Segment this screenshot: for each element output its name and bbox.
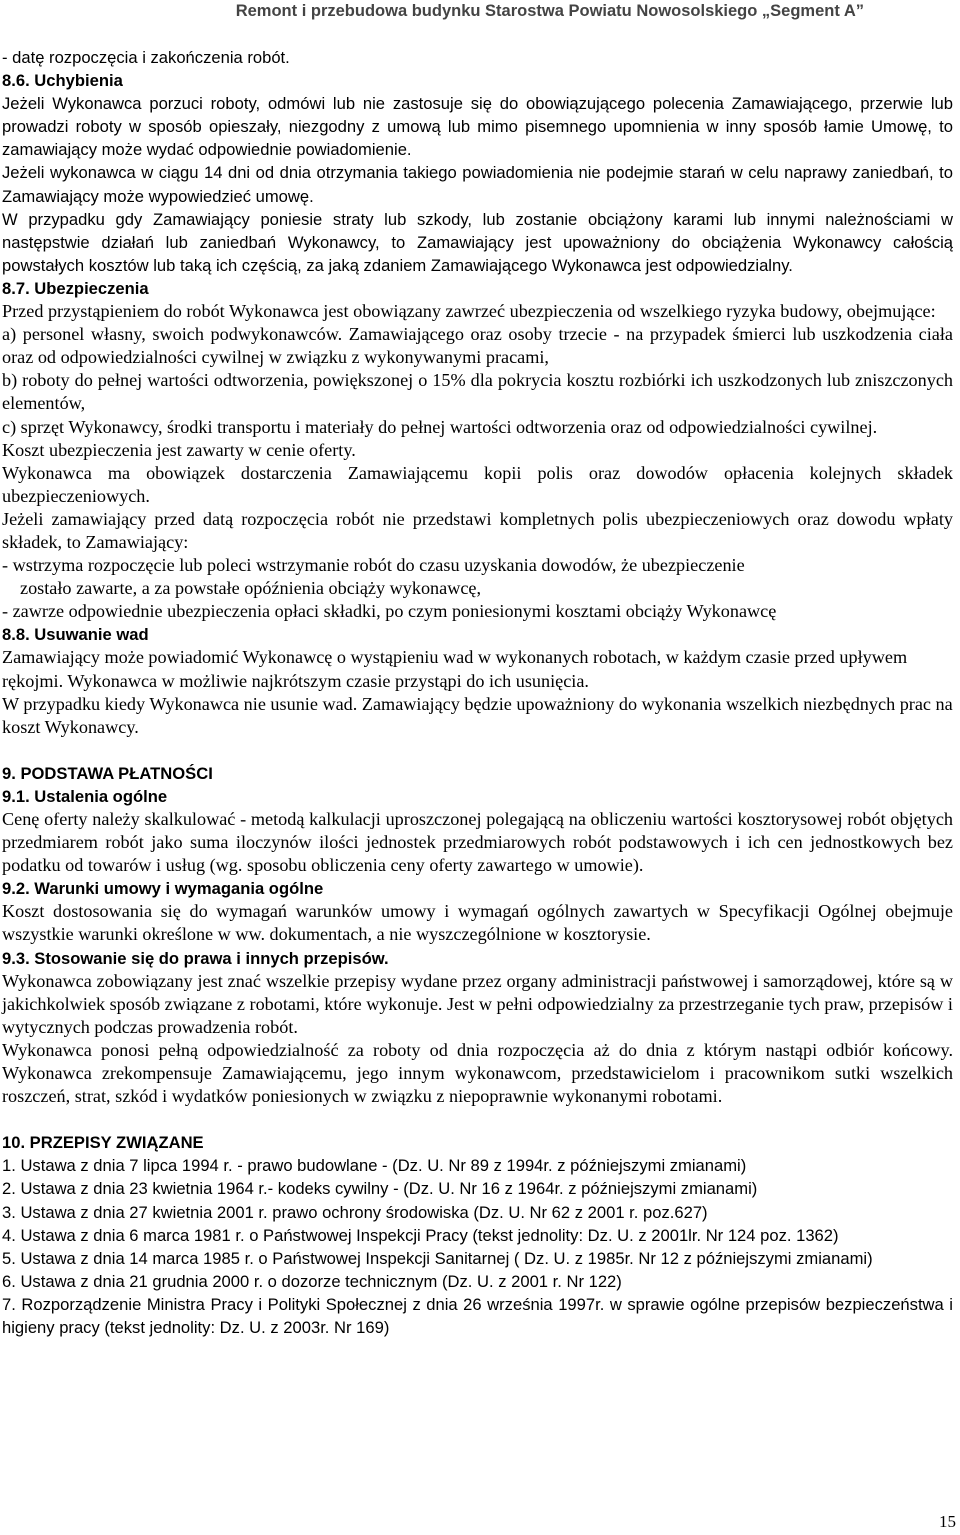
paragraph: Zamawiający może powiadomić Wykonawcę o wystąpieniu wad w wykonanych robotach, w każdym czasie przed upływem rękojmi. Wykonawca w możliwie najkrótszym czasie przystąpi do ich usunięcia. — [2, 647, 908, 691]
paragraph: Wykonawca ponosi pełną odpowiedzialność za roboty od dnia rozpoczęcia aż do dnia z którym nastąpi odbiór końcowy. Wykonawca zrekompensuje Zamawiającemu, jego innym wykonawcom, przedstawicielom i pracownikom sutki wszelkich roszczeń, strat, szkód i wydatków poniesionych w związku z niepoprawnie wykonanymi robotami. — [2, 1039, 953, 1107]
paragraph: Jeżeli wykonawca w ciągu 14 dni od dnia otrzymania takiego powiadomienia nie podejmie starań w celu naprawy zaniedbań, to Zamawiający może wypowiedzieć umowę. — [2, 163, 953, 206]
section-heading-9-3: 9.3. Stosowanie się do prawa i innych przepisów. — [2, 948, 389, 968]
list-item: 2. Ustawa z dnia 23 kwietnia 1964 r.- kodeks cywilny - (Dz. U. Nr 16 z 1964r. z późniejszymi zmianami) — [2, 1179, 758, 1199]
paragraph: Jeżeli zamawiający przed datą rozpoczęcia robót nie przedstawi kompletnych polis ubezpieczeniowych oraz dowodu wpłaty składek, to Zamawiający: — [2, 508, 953, 552]
paragraph: Jeżeli Wykonawca porzuci roboty, odmówi lub nie zastosuje się do obowiązującego polecenia Zamawiającego, przerwie lub prowadzi roboty w sposób opieszały, niezgodny z umową lub mimo pisemnego upomnienia w inny sposób łamie Umowę, to zamawiający może wydać odpowiednie powiadomienie. — [2, 94, 953, 160]
paragraph: Cenę oferty należy skalkulować - metodą kalkulacji uproszczonej polegającą na obliczeniu wartości kosztorysowej robót objętych przedmiarem robót jako suma iloczynów ilości jednostek przedmiarowych robót podstawowych i ich cen jednostkowych bez podatku od towarów i usług (wg. sposobu obliczenia ceny oferty zawartego w umowie). — [2, 809, 953, 876]
section-heading-8-7: 8.7. Ubezpieczenia — [2, 278, 149, 298]
list-item: 4. Ustawa z dnia 6 marca 1981 r. o Państwowej Inspekcji Pracy (tekst jednolity: Dz. U. z 2001lr. Nr 124 poz. 1362) — [2, 1225, 839, 1245]
list-item: 5. Ustawa z dnia 14 marca 1985 r. o Państwowej Inspekcji Sanitarnej ( Dz. U. z 1985r. Nr 12 z późniejszymi zmianami) — [2, 1248, 873, 1268]
page-number-text: 15 — [939, 1512, 956, 1531]
page-header-title: Remont i przebudowa budynku Starostwa Powiatu Nowosolskiego „Segment A” — [235, 2, 864, 20]
list-item: 7. Rozporządzenie Ministra Pracy i Polityki Społecznej z dnia 26 września 1997r. w sprawie ogólne przepisów bezpieczeństwa i higieny pracy (tekst jednolity: Dz. U. z 2003r. Nr 169) — [2, 1294, 953, 1337]
spacer — [2, 1108, 953, 1131]
paragraph: c) sprzęt Wykonawcy, środki transportu i materiały do pełnej wartości odtworzenia oraz od odpowiedzialności cywilnej. — [2, 416, 878, 437]
page-number — [939, 1512, 956, 1532]
paragraph: zostało zawarte, a za powstałe opóźnienia obciąży wykonawcę, — [20, 578, 482, 599]
list-item: 1. Ustawa z dnia 7 lipca 1994 r. - prawo budowlane - (Dz. U. Nr 89 z 1994r. z późniejszymi zmianami) — [2, 1156, 747, 1176]
chapter-heading-10: 10. PRZEPISY ZWIĄZANE — [2, 1133, 204, 1153]
paragraph: a) personel własny, swoich podwykonawców. Zamawiającego oraz osoby trzecie - na przypadek śmierci lub uszkodzenia ciała oraz od odpowiedzialności cywilnej w związku z wykonywanymi pracami, — [2, 324, 953, 368]
section-heading-8-8: 8.8. Usuwanie wad — [2, 625, 149, 645]
paragraph: Koszt ubezpieczenia jest zawarty w cenie oferty. — [2, 439, 356, 460]
paragraph: Wykonawca ma obowiązek dostarczenia Zamawiającemu kopii polis oraz dowodów opłacenia kolejnych składek ubezpieczeniowych. — [2, 462, 953, 506]
paragraph: - zawrze odpowiednie ubezpieczenia opłaci składki, po czym poniesionymi kosztami obciąży Wykonawcę — [2, 601, 777, 622]
section-heading-9-1: 9.1. Ustalenia ogólne — [2, 786, 168, 806]
paragraph: b) roboty do pełnej wartości odtworzenia, powiększonej o 15% dla pokrycia kosztu rozbiórki ich uszkodzonych lub zniszczonych elementów, — [2, 370, 953, 414]
spacer — [2, 739, 953, 762]
list-item: 3. Ustawa z dnia 27 kwietnia 2001 r. prawo ochrony środowiska (Dz. U. Nr 62 z 2001 r. poz.627) — [2, 1202, 708, 1222]
section-heading-8-6: 8.6. Uchybienia — [2, 71, 123, 91]
paragraph: - wstrzyma rozpoczęcie lub poleci wstrzymanie robót do czasu uzyskania dowodów, że ubezpieczenie — [2, 555, 745, 576]
paragraph: Przed przystąpieniem do robót Wykonawca jest obowiązany zawrzeć ubezpieczenia od wszelkiego ryzyka budowy, obejmujące: — [2, 301, 936, 322]
paragraph: Koszt dostosowania się do wymagań warunków umowy i wymagań ogólnych zawartych w Specyfikacji Ogólnej obejmuje wszystkie warunki określone w ww. dokumentach, a nie wyszczególnione w kosztorysie. — [2, 901, 953, 945]
paragraph: W przypadku gdy Zamawiający poniesie straty lub szkody, lub zostanie obciążony karami lub innymi należnościami w następstwie działań lub zaniedbań Wykonawcy, to Zamawiający jest upoważniony do obciążenia Wykonawcy całością powstałych kosztów lub taką ich częścią, za jaką zdaniem Zamawiającego Wykonawca jest odpowiedzialny. — [2, 209, 953, 275]
document-body — [2, 46, 953, 1339]
section-heading-9-2: 9.2. Warunki umowy i wymagania ogólne — [2, 879, 324, 899]
chapter-heading-9: 9. PODSTAWA PŁATNOŚCI — [2, 763, 213, 783]
list-item: 6. Ustawa z dnia 21 grudnia 2000 r. o dozorze technicznym (Dz. U. z 2001 r. Nr 122) — [2, 1271, 622, 1291]
paragraph: W przypadku kiedy Wykonawca nie usunie wad. Zamawiający będzie upoważniony do wykonania wszelkich niezbędnych prac na koszt Wykonawcy. — [2, 693, 953, 737]
paragraph: Wykonawca zobowiązany jest znać wszelkie przepisy wydane przez organy administracji państwowej i samorządowej, które są w jakichkolwiek sposób związane z robotami, które wykonuje. Jest w pełni odpowiedzialny za przestrzeganie tych praw, przepisów i wytycznych podczas prowadzenia robót. — [2, 970, 953, 1037]
paragraph: - datę rozpoczęcia i zakończenia robót. — [2, 48, 290, 67]
